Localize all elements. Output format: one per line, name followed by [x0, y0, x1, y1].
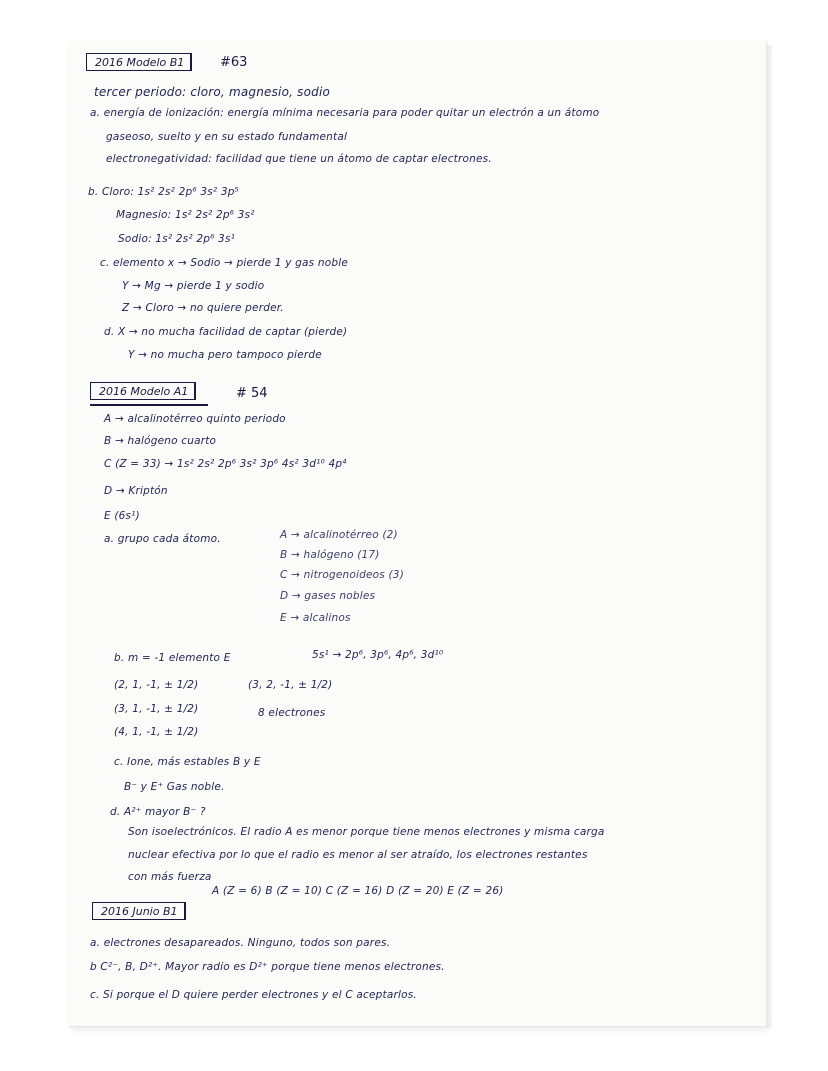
text-line: electronegatividad: facilidad que tiene un átomo de captar electrones. — [106, 153, 492, 165]
text-line: (3, 2, -1, ± 1/2) — [248, 679, 333, 691]
section-underline — [90, 404, 208, 406]
text-line: Z → Cloro → no quiere perder. — [122, 302, 284, 314]
section-box-modelo-b1: 2016 Modelo B1 — [86, 53, 192, 71]
text-line: c. Si porque el D quiere perder electrones y el C aceptarlos. — [90, 989, 417, 1001]
text-line: (4, 1, -1, ± 1/2) — [114, 726, 199, 738]
text-line: b. Cloro: 1s² 2s² 2p⁶ 3s² 3p⁵ — [88, 186, 239, 198]
text-line: A → alcalinotérreo quinto periodo — [104, 413, 286, 425]
text-line: tercer periodo: cloro, magnesio, sodio — [94, 85, 331, 99]
text-line: C → nitrogenoideos (3) — [280, 569, 404, 581]
text-line: Y → Mg → pierde 1 y sodio — [122, 280, 265, 292]
text-line: B → halógeno (17) — [280, 549, 380, 561]
text-line: Y → no mucha pero tampoco pierde — [128, 349, 322, 361]
text-line: b. m = -1 elemento E — [114, 652, 231, 664]
text-line: a. electrones desapareados. Ninguno, todos son pares. — [90, 937, 391, 949]
text-line: 8 electrones — [258, 707, 326, 719]
text-line: c. Ione, más estables B y E — [114, 756, 261, 768]
section-box-modelo-a1: 2016 Modelo A1 — [90, 382, 196, 400]
text-line: Son isoelectrónicos. El radio A es menor porque tiene menos electrones y misma carga — [128, 826, 605, 838]
text-line: d. A²⁺ mayor B⁻ ? — [110, 806, 206, 818]
text-line: B → halógeno cuarto — [104, 435, 217, 447]
section-box-junio-b1: 2016 Junio B1 — [92, 902, 186, 920]
text-line: Sodio: 1s² 2s² 2p⁶ 3s¹ — [118, 233, 236, 245]
text-line: E → alcalinos — [280, 612, 351, 624]
text-line: E (6s¹) — [104, 510, 140, 522]
text-line: C (Z = 33) → 1s² 2s² 2p⁶ 3s² 3p⁶ 4s² 3d¹⁰ 4p⁴ — [104, 458, 347, 470]
notebook-page — [68, 40, 766, 1026]
text-line: D → gases nobles — [280, 590, 376, 602]
text-line: 5s¹ → 2p⁶, 3p⁶, 4p⁶, 3d¹⁰ — [312, 649, 444, 661]
text-line: A (Z = 6) B (Z = 10) C (Z = 16) D (Z = 20) E (Z = 26) — [212, 885, 504, 897]
text-line: b C²⁻, B, D²⁺. Mayor radio es D²⁺ porque tiene menos electrones. — [90, 961, 445, 973]
problem-number: # 54 — [236, 386, 268, 401]
problem-number: #63 — [220, 55, 248, 70]
text-line: a. grupo cada átomo. — [104, 533, 221, 545]
text-line: nuclear efectiva por lo que el radio es menor al ser atraído, los electrones restantes — [128, 849, 588, 861]
text-line: Magnesio: 1s² 2s² 2p⁶ 3s² — [116, 209, 255, 221]
text-line: a. energía de ionización: energía mínima necesaria para poder quitar un electrón a un átomo — [90, 107, 600, 119]
text-line: gaseoso, suelto y en su estado fundamental — [106, 131, 348, 143]
text-line: D → Kriptón — [104, 485, 168, 497]
text-line: con más fuerza — [128, 871, 212, 883]
text-line: A → alcalinotérreo (2) — [280, 529, 398, 541]
text-line: c. elemento x → Sodio → pierde 1 y gas noble — [100, 257, 348, 269]
text-line: d. X → no mucha facilidad de captar (pierde) — [104, 326, 348, 338]
text-line: (2, 1, -1, ± 1/2) — [114, 679, 199, 691]
text-line: B⁻ y E⁺ Gas noble. — [124, 781, 225, 793]
text-line: (3, 1, -1, ± 1/2) — [114, 703, 199, 715]
